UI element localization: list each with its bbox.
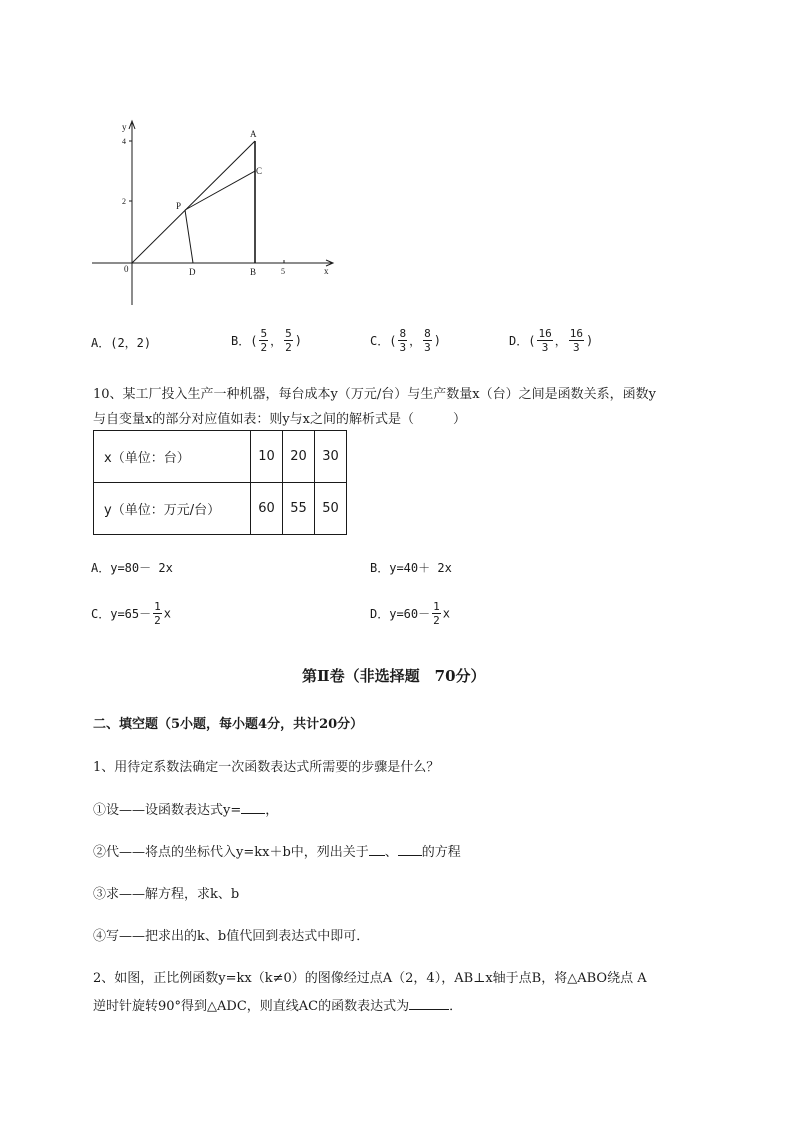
point-C-label: C	[256, 166, 263, 176]
answer-blank[interactable]	[369, 854, 385, 856]
table-row	[94, 431, 347, 483]
q10-line1: 10、某工厂投入生产一种机器，每台成本y（万元/台）与生产数量x（台）之间是函数关系，函数y	[93, 387, 656, 402]
q9-option-a-text: A．(2，2)	[91, 336, 152, 350]
q9-option-d[interactable]: D．( $\frac{16}{3}$ ， $\frac{16}{3}$ )	[509, 327, 594, 354]
q10-c-frac: $\frac{1}{2}$	[154, 600, 161, 627]
q10-option-c[interactable]: C．y=65－ $\frac{1}{2}$ x	[91, 600, 171, 627]
q10-option-a[interactable]: A．y=80－ 2x	[91, 561, 173, 575]
fill2-line2: 逆时针旋转90°得到△ADC，则直线AC的函数表达式为 ．	[93, 999, 463, 1014]
q9-c-frac2: $\frac{8}{3}$	[424, 327, 431, 354]
q9-c-frac1: $\frac{8}{3}$	[399, 327, 407, 354]
line-OA	[132, 141, 255, 263]
fill1-question: 1、用待定系数法确定一次函数表达式所需要的步骤是什么？	[93, 760, 440, 775]
answer-blank[interactable]	[409, 1008, 449, 1010]
fill1-step4: ④写——把求出的k、b值代回到表达式中即可．	[93, 929, 370, 944]
tick-y-2: 2	[122, 197, 126, 206]
q10-option-b[interactable]: B．y=40＋ 2x	[370, 561, 452, 575]
fill2-line1: 2、如图，正比例函数y=kx（k≠0）的图像经过点A（2，4），AB⊥x轴于点B，将△ABO绕点 A	[93, 971, 647, 986]
fill1-step2: ②代——将点的坐标代入y=kx＋b中，列出关于 、 的方程	[93, 845, 461, 860]
q10-d-frac: $\frac{1}{2}$	[433, 600, 440, 627]
line-PC	[185, 171, 255, 210]
table-cell: 55	[283, 483, 315, 535]
q9-option-a[interactable]	[91, 334, 151, 351]
q9-b-frac2: $\frac{5}{2}$	[285, 327, 292, 354]
fill1-step1: ①设——设函数表达式y= ，	[93, 803, 279, 818]
answer-blank[interactable]	[398, 854, 422, 856]
table-row-header: x（单位：台）	[94, 431, 251, 483]
y-axis-label: y	[122, 122, 127, 132]
line-PD	[185, 210, 193, 263]
point-B-label: B	[250, 267, 257, 277]
coordinate-graph	[88, 118, 348, 318]
table-cell: 50	[315, 483, 347, 535]
table-cell: 20	[283, 431, 315, 483]
fill1-step3: ③求——解方程，求k、b	[93, 887, 240, 902]
x-axis-label: x	[324, 266, 329, 276]
section-fill-heading: 二、填空题（5小题，每小题4分，共计20分）	[93, 717, 364, 732]
answer-blank[interactable]	[241, 812, 265, 814]
table-cell: 10	[251, 431, 283, 483]
q9-option-b[interactable]: B．( $\frac{5}{2}$ ， $\frac{5}{2}$ )	[231, 327, 302, 354]
q9-b-frac1: $\frac{5}{2}$	[260, 327, 268, 354]
origin-label: 0	[124, 264, 129, 274]
q9-d-frac2: $\frac{16}{3}$	[569, 327, 583, 354]
point-D-label: D	[189, 267, 196, 277]
tick-y-4: 4	[122, 137, 126, 146]
table-cell: 30	[315, 431, 347, 483]
tick-x-5: 5	[281, 267, 285, 276]
table-row-header: y（单位：万元/台）	[94, 483, 251, 535]
q9-option-c[interactable]: C．( $\frac{8}{3}$ ， $\frac{8}{3}$ )	[370, 327, 441, 354]
table-row	[94, 483, 347, 535]
table-cell: 60	[251, 483, 283, 535]
point-P-label: P	[176, 201, 182, 211]
q10-table	[93, 430, 347, 535]
q9-d-frac1: $\frac{16}{3}$	[538, 327, 552, 354]
point-A-label: A	[250, 129, 257, 139]
q10-line2: 与自变量x的部分对应值如表：则y与x之间的解析式是（ ）	[93, 412, 467, 427]
part2-title: 第Ⅱ卷（非选择题 70分）	[302, 667, 486, 685]
q10-option-d[interactable]: D．y=60－ $\frac{1}{2}$ x	[370, 600, 450, 627]
